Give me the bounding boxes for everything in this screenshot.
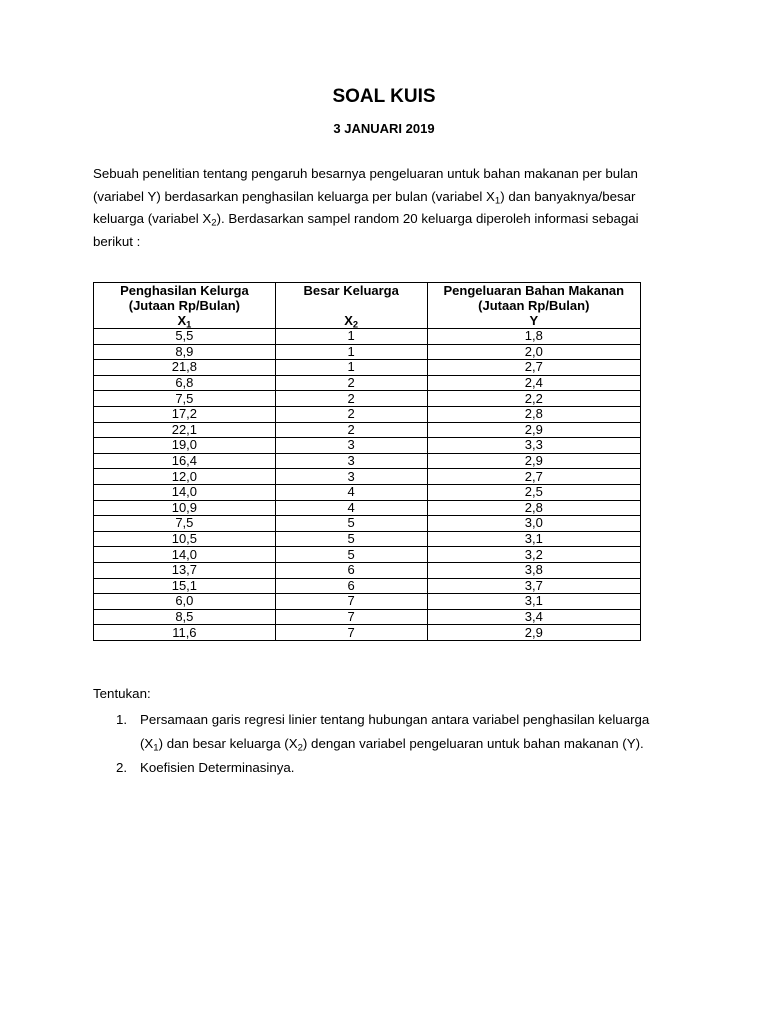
table-cell: 3 xyxy=(275,453,427,469)
tentukan-label: Tentukan: xyxy=(93,686,151,701)
table-row xyxy=(94,578,641,594)
table-cell: 3,1 xyxy=(427,594,640,610)
question-1-line-2: $(X_1)$ dan besar keluarga $(X_2)$ dengan variabel pengeluaran untuk bahan makanan (Y). xyxy=(140,736,644,754)
table-row xyxy=(94,360,641,376)
table-cell: 7 xyxy=(275,594,427,610)
table-cell: 21,8 xyxy=(94,360,276,376)
table-cell: 12,0 xyxy=(94,469,276,485)
table-row xyxy=(94,375,641,391)
table-cell: 2 xyxy=(275,422,427,438)
table-cell: 2,9 xyxy=(427,453,640,469)
data-table xyxy=(93,282,641,641)
table-cell: 3,1 xyxy=(427,531,640,547)
page-date: 3 JANUARI 2019 xyxy=(333,121,435,136)
intro-line-1: Sebuah penelitian tentang pengaruh besarnya pengeluaran untuk bahan makanan per bulan xyxy=(93,166,638,181)
table-row xyxy=(94,484,641,500)
table-cell: 6 xyxy=(275,562,427,578)
table-cell: 2,7 xyxy=(427,360,640,376)
table-cell: 2,9 xyxy=(427,625,640,641)
table-row xyxy=(94,547,641,563)
table-cell: 17,2 xyxy=(94,406,276,422)
table-cell: 22,1 xyxy=(94,422,276,438)
table-body xyxy=(94,329,641,641)
table-row xyxy=(94,594,641,610)
table-cell: 15,1 xyxy=(94,578,276,594)
table-cell: 1 xyxy=(275,360,427,376)
table-cell: 2,8 xyxy=(427,500,640,516)
table-cell: 8,9 xyxy=(94,344,276,360)
table-cell: 8,5 xyxy=(94,609,276,625)
table-cell: 7 xyxy=(275,609,427,625)
table-row xyxy=(94,344,641,360)
question-2-text: Koefisien Determinasinya. xyxy=(140,760,295,775)
table-row xyxy=(94,500,641,516)
table-row xyxy=(94,453,641,469)
table-cell: 1,8 xyxy=(427,329,640,345)
table-row xyxy=(94,516,641,532)
table-header-row xyxy=(94,283,641,329)
page-title: SOAL KUIS xyxy=(332,86,436,107)
table-row xyxy=(94,562,641,578)
table-cell: 13,7 xyxy=(94,562,276,578)
table-cell: 5 xyxy=(275,531,427,547)
table-cell: 3,2 xyxy=(427,547,640,563)
table-cell: 1 xyxy=(275,344,427,360)
question-number: 1. xyxy=(116,712,128,727)
table-cell: 2,2 xyxy=(427,391,640,407)
table-cell: 10,9 xyxy=(94,500,276,516)
table-cell: 3,0 xyxy=(427,516,640,532)
table-cell: 6,8 xyxy=(94,375,276,391)
table-cell: 1 xyxy=(275,329,427,345)
table-cell: 3,7 xyxy=(427,578,640,594)
list-item xyxy=(93,708,683,756)
table-cell: 19,0 xyxy=(94,438,276,454)
table-row xyxy=(94,329,641,345)
table-cell: 2 xyxy=(275,406,427,422)
question-number: 2. xyxy=(116,760,128,775)
table-cell: 2,5 xyxy=(427,484,640,500)
list-item xyxy=(93,756,683,780)
header-x2: Besar Keluarga $X_2$ xyxy=(275,283,427,329)
table-cell: 7,5 xyxy=(94,391,276,407)
table-cell: 3,8 xyxy=(427,562,640,578)
table-cell: 5 xyxy=(275,516,427,532)
table-row xyxy=(94,406,641,422)
intro-line-4: berikut : xyxy=(93,233,141,249)
table-row xyxy=(94,609,641,625)
question-1-line-1: Persamaan garis regresi linier tentang hubungan antara variabel penghasilan keluarga xyxy=(140,712,650,727)
table-row xyxy=(94,422,641,438)
question-list xyxy=(93,708,683,780)
intro-paragraph xyxy=(93,163,677,253)
table-cell: 7,5 xyxy=(94,516,276,532)
table-cell: 3,3 xyxy=(427,438,640,454)
table-cell: 2,0 xyxy=(427,344,640,360)
table-cell: 11,6 xyxy=(94,625,276,641)
table-row xyxy=(94,531,641,547)
table-cell: 5,5 xyxy=(94,329,276,345)
table-cell: 16,4 xyxy=(94,453,276,469)
table-cell: 2,7 xyxy=(427,469,640,485)
table-cell: 2 xyxy=(275,375,427,391)
table-cell: 4 xyxy=(275,484,427,500)
table-cell: 6,0 xyxy=(94,594,276,610)
table-cell: 3,4 xyxy=(427,609,640,625)
table-row xyxy=(94,625,641,641)
table-cell: 2,8 xyxy=(427,406,640,422)
table-cell: 5 xyxy=(275,547,427,563)
table-cell: 2,9 xyxy=(427,422,640,438)
table-cell: 14,0 xyxy=(94,547,276,563)
intro-line-2: (variabel Y) berdasarkan penghasilan keluarga per bulan (variabel $X_1$) dan banyaknya/besar xyxy=(93,188,636,206)
intro-line-3: keluarga (variabel $X_2$). Berdasarkan sampel random 20 keluarga diperoleh informasi sebagai xyxy=(93,211,639,229)
table-row xyxy=(94,469,641,485)
table-cell: 3 xyxy=(275,438,427,454)
table-row xyxy=(94,438,641,454)
header-x1: Penghasilan Kelurga (Jutaan Rp/Bulan) $X_1$ xyxy=(94,283,276,329)
table-cell: 6 xyxy=(275,578,427,594)
table-cell: 7 xyxy=(275,625,427,641)
table-cell: 2,4 xyxy=(427,375,640,391)
table-row xyxy=(94,391,641,407)
table-cell: 2 xyxy=(275,391,427,407)
table-cell: 14,0 xyxy=(94,484,276,500)
table-cell: 3 xyxy=(275,469,427,485)
table-cell: 10,5 xyxy=(94,531,276,547)
header-y: Pengeluaran Bahan Makanan (Jutaan Rp/Bulan) Y xyxy=(427,283,640,329)
table-cell: 4 xyxy=(275,500,427,516)
